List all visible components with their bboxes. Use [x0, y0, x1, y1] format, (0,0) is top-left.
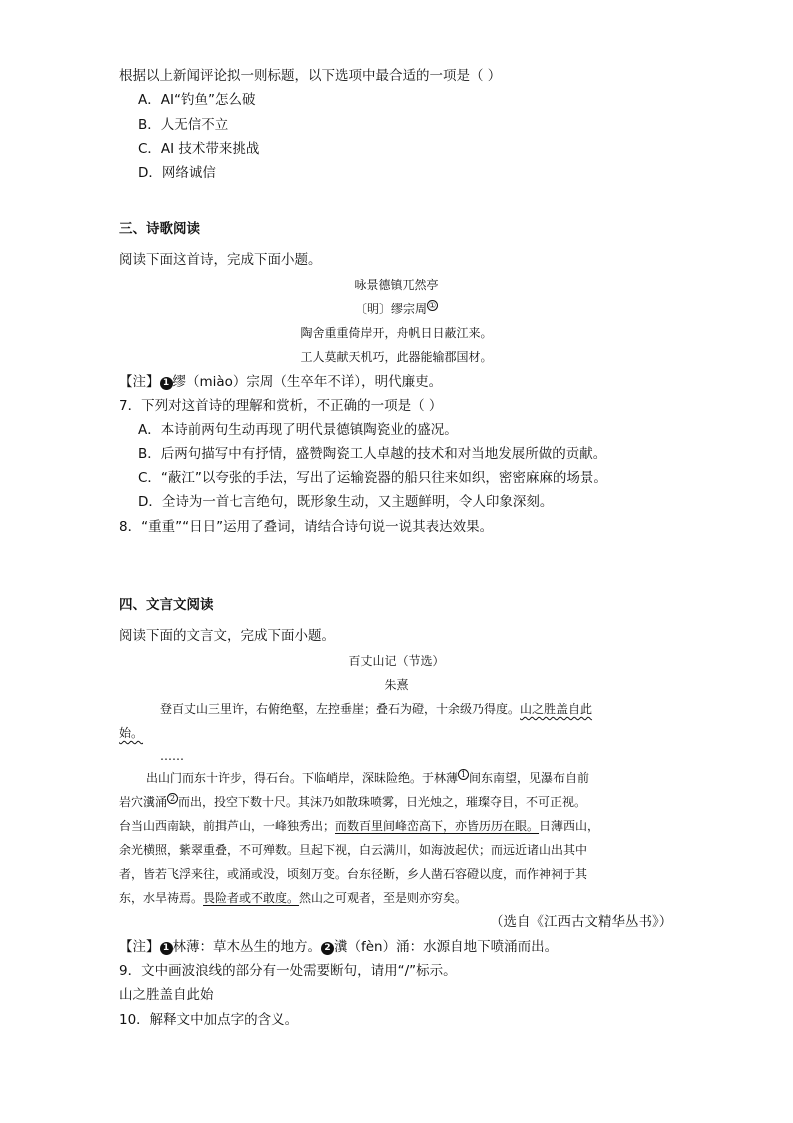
passage-line: 出山门而东十许步，得石台。下临峭岸，深昧险绝。于林薄 1 间东南望，见瀑布自前	[146, 770, 590, 785]
passage-line: 者，皆若飞浮来往，或涌或没，顷刻万变。台东径断，乡人凿石容磴以度，而作神祠于其	[119, 867, 588, 881]
poem-author: 〔明〕缪宗周 ①	[354, 301, 437, 316]
source-citation: （选自《江西古文精华丛书》）	[490, 914, 673, 930]
q7-option-d: D．全诗为一首七言绝句，既形象生动，又主题鲜明，令人印象深刻。	[138, 494, 554, 510]
section-intro: 阅读下面的文言文，完成下面小题。	[119, 628, 335, 644]
q7-option-b: B．后两句描写中有抒情，盛赞陶瓷工人卓越的技术和对当地发展所做的贡献。	[138, 446, 607, 462]
passage-notes: 【注】 1 林薄：草木丛生的地方。 2 瀵（fèn）涌：水源自地下喷涌而出。	[119, 939, 559, 955]
passage-line: 台当山西南缺，前揖芦山，一峰独秀出；而数百里间峰峦高下，亦皆历历在眼。日薄西山，	[119, 819, 600, 833]
passage-line: 余光横照，紫翠重叠，不可殚数。旦起下视，白云满川，如海波起伏；而远近诸山出其中	[119, 843, 588, 857]
option-a: A．AI“钓鱼”怎么破	[138, 92, 256, 108]
q7-option-a: A．本诗前两句生动再现了明代景德镇陶瓷业的盛况。	[138, 422, 458, 438]
underlined-sentence: 畏险者或不敢度。	[203, 891, 300, 905]
question-9-text: 山之胜盖自此始	[119, 987, 214, 1003]
passage-line: 东，水旱祷焉。畏险者或不敢度。然山之可观者，至是则亦穷矣。	[119, 891, 468, 905]
question-7-stem: 7．下列对这首诗的理解和赏析，不正确的一项是（ ）	[119, 398, 443, 414]
footnote-number: 2	[321, 942, 334, 955]
poem-note: 【注】 1 缪（miào）宗周（生卒年不详），明代廉吏。	[119, 374, 443, 390]
ellipsis: ……	[160, 749, 184, 763]
section-heading-poetry: 三、诗歌阅读	[119, 221, 200, 237]
option-c: C．AI 技术带来挑战	[138, 141, 260, 157]
wavy-underlined-text: 始。	[119, 726, 144, 740]
poem-title: 咏景德镇兀然亭	[354, 278, 439, 292]
section-heading-classical: 四、文言文阅读	[119, 597, 214, 613]
passage-line: 登百丈山三里许，右俯绝壑，左控垂崖；叠石为磴，十余级乃得度。山之胜盖自此	[160, 702, 593, 716]
question-stem: 根据以上新闻评论拟一则标题，以下选项中最合适的一项是（ ）	[119, 68, 502, 84]
poem-line-1: 陶舍重重倚岸开，舟帆日日蔽江来。	[300, 326, 493, 340]
question-10: 10．解释文中加点字的含义。	[119, 1012, 299, 1028]
text-author: 朱熹	[384, 678, 409, 692]
question-9: 9．文中画波浪线的部分有一处需要断句，请用“/”标示。	[119, 963, 457, 979]
question-8: 8．“重重”“日日”运用了叠词，请结合诗句说一说其表达效果。	[119, 519, 494, 535]
underlined-sentence: 而数百里间峰峦高下，亦皆历历在眼。	[335, 819, 540, 833]
passage-line: 岩穴瀵涌 2 而出，投空下数十尺。其沫乃如散珠喷雾，日光烛之，璀璨夺目，不可正视。	[119, 794, 587, 809]
poem-line-2: 工人莫献天机巧，此器能输郡国材。	[300, 350, 493, 364]
text-title: 百丈山记（节选）	[348, 654, 445, 668]
footnote-marker: 1	[458, 769, 469, 780]
q7-option-c: C．“蔽江”以夸张的手法，写出了运输瓷器的船只往来如织，密密麻麻的场景。	[138, 470, 607, 486]
footnote-marker: 2	[167, 793, 178, 804]
wavy-underlined-text: 山之胜盖自此	[520, 702, 593, 716]
footnote-number: 1	[160, 377, 173, 390]
option-b: B．人无信不立	[138, 117, 229, 133]
option-d: D．网络诚信	[138, 165, 216, 181]
footnote-marker: ①	[428, 301, 437, 310]
footnote-number: 1	[160, 942, 173, 955]
section-intro: 阅读下面这首诗，完成下面小题。	[119, 252, 322, 268]
passage-line	[119, 723, 143, 743]
